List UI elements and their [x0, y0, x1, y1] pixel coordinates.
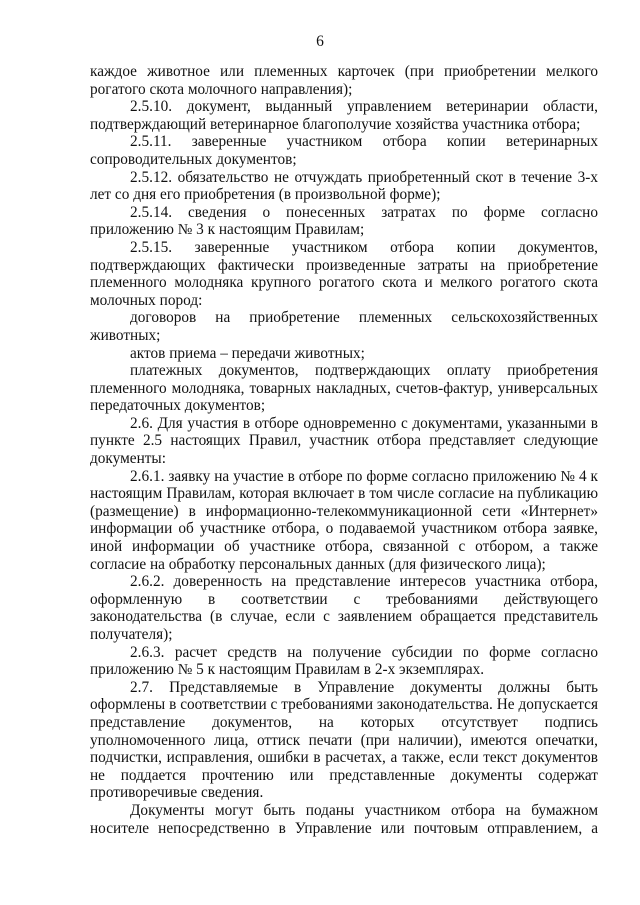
paragraph-2-5-14: 2.5.14. сведения о понесенных затратах по форме согласно приложению № 3 к настоящим Правилам;: [90, 203, 598, 239]
list-item-payment-documents: платежных документов, подтверждающих оплату приобретения племенного молодняка, товарных накладных, счетов-фактур, универсальных передаточных документов;: [90, 362, 598, 415]
paragraph-2-6-3: 2.6.3. расчет средств на получение субсидии по форме согласно приложению № 5 к настоящим Правилам в 2-х экземплярах.: [90, 643, 598, 679]
paragraph-2-6-1: 2.6.1. заявку на участие в отборе по форме согласно приложению № 4 к настоящим Правилам, которая включает в том числе согласие на публикацию (размещение) в информационно-телекоммуникационной сети «Интернет» информации об участнике отбора, о подаваемой участником отбора заявке, иной информации об участнике отбора, связанной с отбором, а также согласие на обработку персональных данных (для физического лица);: [90, 467, 598, 573]
list-item-transfer-acts: актов приема – передачи животных;: [130, 344, 365, 362]
paragraph-2-5-15: 2.5.15. заверенные участником отбора копии документов, подтверждающих фактически произведенные затраты на приобретение племенного молодняка крупного рогатого скота и мелкого рогатого скота молочных пород:: [90, 238, 598, 309]
document-body: [90, 63, 598, 837]
paragraph-2-6-2: 2.6.2. доверенность на представление интересов участника отбора, оформленную в соответствии с требованиями действующего законодательства (в случае, если с заявлением обращается представитель получателя);: [90, 573, 598, 643]
page-number: 6: [316, 33, 324, 50]
paragraph-submission: Документы могут быть поданы участником отбора на бумажном носителе непосредственно в Управление или почтовым отправлением, а: [90, 801, 598, 837]
list-item-contracts: договоров на приобретение племенных сельскохозяйственных животных;: [90, 309, 598, 344]
paragraph-2-5-12: 2.5.12. обязательство не отчуждать приобретенный скот в течение 3-х лет со дня его приобретения (в произвольной форме);: [90, 168, 598, 204]
paragraph-2-6: 2.6. Для участия в отборе одновременно с документами, указанными в пункте 2.5 настоящих Правил, участник отбора представляет следующие документы:: [90, 414, 598, 468]
paragraph-continued: каждое животное или племенных карточек (при приобретении мелкого рогатого скота молочного направления);: [90, 63, 598, 98]
paragraph-2-7: 2.7. Представляемые в Управление документы должны быть оформлены в соответствии с требованиями законодательства. Не допускается представление документов, на которых отсутствует подпись уполномоченного лица, оттиск печати (при наличии), имеются опечатки, подчистки, исправления, ошибки в расчетах, а также, если текст документов не поддается прочтению или представленные документы содержат противоречивые сведения.: [90, 678, 598, 802]
paragraph-2-5-10: 2.5.10. документ, выданный управлением ветеринарии области, подтверждающий ветеринарное благополучие хозяйства участника отбора;: [90, 98, 598, 133]
paragraph-2-5-11: 2.5.11. заверенные участником отбора копии ветеринарных сопроводительных документов;: [90, 133, 598, 168]
